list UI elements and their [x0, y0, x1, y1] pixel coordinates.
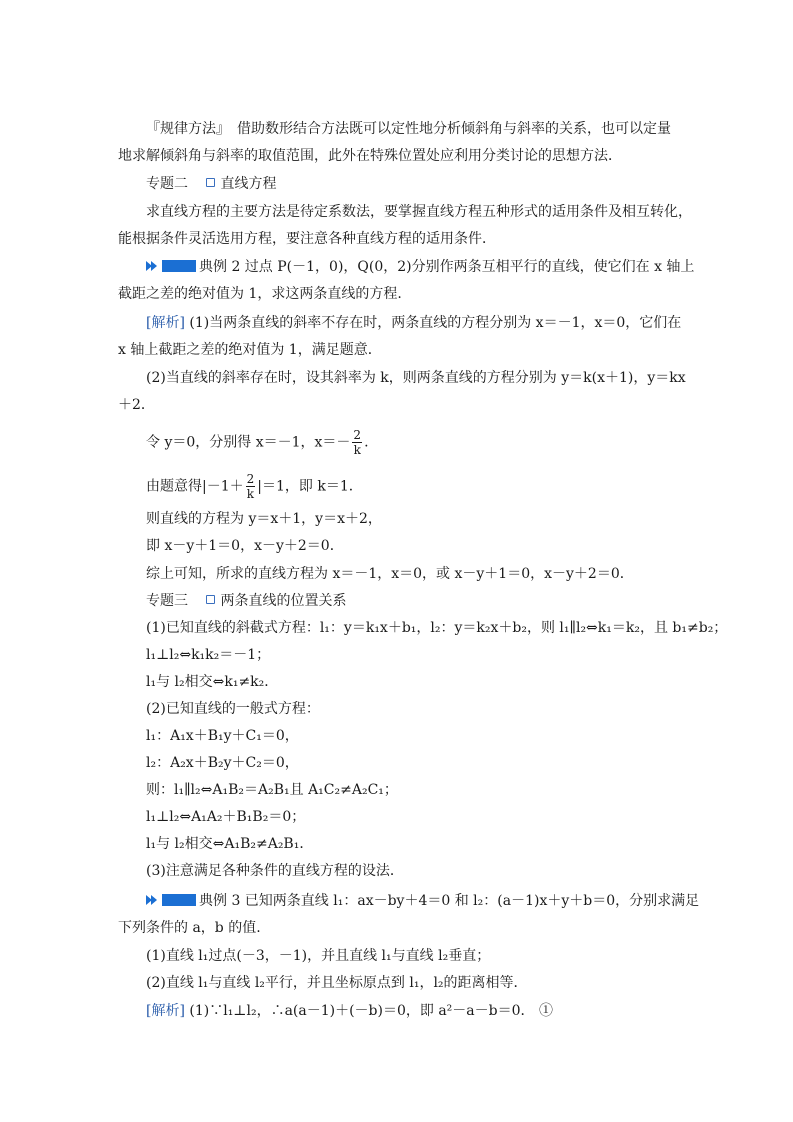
solution-2-line-3: (2)当直线的斜率存在时，设其斜率为 k，则两条直线的方程分别为 y＝k(x＋1)，y＝kx	[146, 370, 686, 386]
topic-2-heading	[146, 174, 276, 194]
example-2-text: 典例 2 过点 P(－1，0)，Q(0，2)分别作两条互相平行的直线，使它们在 x 轴上	[199, 259, 695, 275]
fraction-2-over-k: $\frac{2}{k}$	[246, 472, 255, 501]
general-form-l1: l₁：A₁x＋B₁y＋C₁＝0，	[146, 728, 299, 744]
topic-2-title: 专题二	[146, 176, 188, 192]
topic-2-subject: 直线方程	[220, 176, 277, 192]
topic-3-heading	[146, 591, 346, 611]
example-2-line-1	[146, 257, 694, 277]
solution-2-line-1	[146, 313, 681, 333]
slope-form-line: (1)已知直线的斜截式方程：l₁：y＝k₁x＋b₁，l₂：y＝k₂x＋b₂，则 l₁∥l₂⇔k₁＝k₂，且 b₁≠b₂；	[146, 620, 728, 636]
example-2-line-2: 截距之差的绝对值为 1，求这两条直线的方程.	[118, 286, 402, 302]
method-text-1: 求直线方程的主要方法是待定系数法，要掌握直线方程五种形式的适用条件及相互转化，	[146, 204, 692, 220]
solution-2-line-5	[146, 428, 369, 457]
perpendicular-condition-general: l₁⊥l₂⇔A₁A₂＋B₁B₂＝0；	[146, 809, 306, 825]
example-badge-icon	[146, 894, 158, 906]
equation-end: |＝1，即 k＝1．	[257, 478, 363, 495]
intersect-condition: l₁与 l₂相交⇔k₁≠k₂．	[146, 674, 279, 690]
example-label-bar	[162, 260, 196, 272]
solution-label: [解析]	[146, 1003, 185, 1019]
rule-method-line-1: 『规律方法』 借助数形结合方法既可以定性地分析倾斜角与斜率的关系，也可以定量	[146, 121, 671, 137]
example-3-part-1: (1)直线 l₁过点(－3，－1)，并且直线 l₁与直线 l₂垂直；	[146, 948, 491, 964]
perpendicular-condition: l₁⊥l₂⇔k₁k₂＝－1；	[146, 647, 271, 663]
topic-marker-icon	[206, 593, 220, 609]
equation-text: 令 y＝0，分别得 x＝－1，x＝－	[146, 434, 351, 451]
intersect-condition-general: l₁与 l₂相交⇔A₁B₂≠A₂B₁．	[146, 836, 314, 852]
fraction-2-over-k: $\frac{2}{k}$	[353, 428, 362, 457]
solution-2-line-4: ＋2．	[118, 397, 155, 413]
solution-3-line-1	[146, 1001, 553, 1021]
general-form-l2: l₂：A₂x＋B₂y＋C₂＝0，	[146, 755, 299, 771]
equation-text: 由题意得|－1＋	[146, 478, 244, 495]
solution-3-text: (1)∵l₁⊥l₂，∴a(a－1)＋(－b)＝0，即 a²－a－b＝0． ①	[184, 1003, 553, 1019]
example-label-bar	[162, 894, 196, 906]
solution-2-line-8: 即 x－y＋1＝0，x－y＋2＝0．	[146, 538, 344, 554]
solution-2-line-9: 综上可知，所求的直线方程为 x＝－1，x＝0，或 x－y＋1＝0，x－y＋2＝0．	[146, 566, 634, 582]
equation-end: .	[364, 434, 369, 451]
solution-label: [解析]	[146, 315, 185, 331]
note-line: (3)注意满足各种条件的直线方程的设法．	[146, 863, 404, 879]
method-text-2: 能根据条件灵活选用方程，要注意各种直线方程的适用条件．	[118, 231, 496, 247]
topic-3-subject: 两条直线的位置关系	[220, 593, 347, 609]
example-badge-icon	[146, 260, 158, 272]
solution-2-line-7: 则直线的方程为 y＝x＋1，y＝x＋2，	[146, 511, 382, 527]
parallel-condition-general: 则：l₁∥l₂⇔A₁B₂＝A₂B₁且 A₁C₂≠A₂C₁；	[146, 782, 398, 798]
topic-3-title: 专题三	[146, 593, 188, 609]
solution-2-line-6	[146, 472, 363, 501]
example-3-text: 典例 3 已知两条直线 l₁：ax－by＋4＝0 和 l₂：(a－1)x＋y＋b＝0，分别求满足	[199, 893, 700, 909]
general-form-title: (2)已知直线的一般式方程：	[146, 701, 320, 717]
rule-method-line-2: 地求解倾斜角与斜率的取值范围，此外在特殊位置处应利用分类讨论的思想方法．	[118, 148, 622, 164]
topic-marker-icon	[206, 176, 220, 192]
solution-2-text: (1)当两条直线的斜率不存在时，两条直线的方程分别为 x＝－1，x＝0，它们在	[184, 315, 682, 331]
example-3-line-1	[146, 891, 699, 911]
solution-2-line-2: x 轴上截距之差的绝对值为 1，满足题意．	[118, 342, 382, 358]
example-3-part-2: (2)直线 l₁与直线 l₂平行，并且坐标原点到 l₁，l₂的距离相等．	[146, 975, 528, 991]
example-3-line-2: 下列条件的 a，b 的值.	[118, 920, 261, 936]
